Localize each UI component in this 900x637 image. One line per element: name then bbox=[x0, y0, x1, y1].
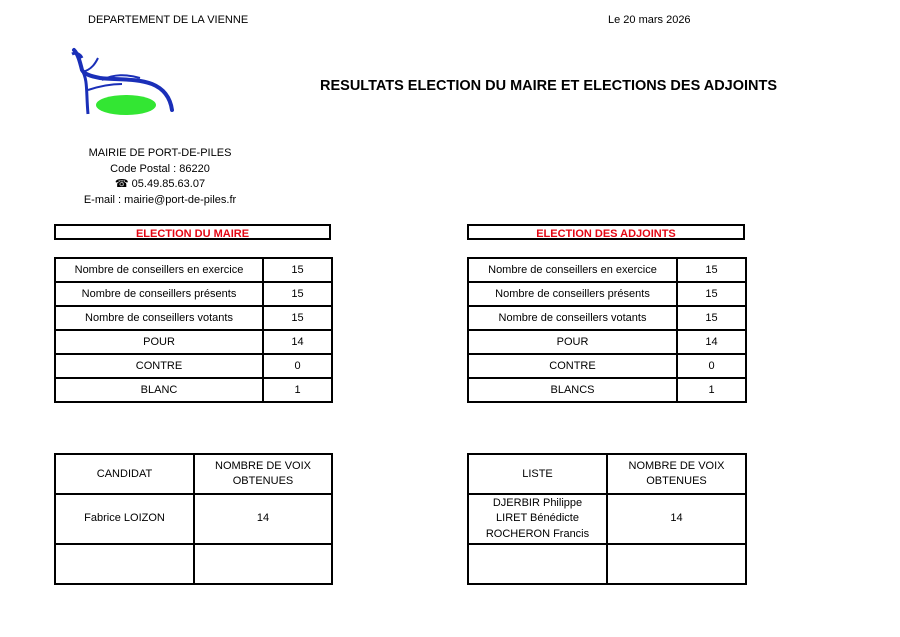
stat-label: CONTRE bbox=[468, 354, 677, 378]
table-header-row bbox=[55, 454, 332, 494]
votes-header-line2: OBTENUES bbox=[646, 475, 707, 487]
stat-label: Nombre de conseillers présents bbox=[468, 282, 677, 306]
address-name: MAIRIE DE PORT-DE-PILES bbox=[88, 147, 232, 159]
list-members bbox=[468, 494, 607, 544]
table-row-empty bbox=[468, 544, 746, 584]
stat-value: 15 bbox=[677, 282, 746, 306]
list-member: ROCHERON Francis bbox=[485, 527, 590, 540]
stat-value: 14 bbox=[263, 330, 332, 354]
table-header-row bbox=[468, 454, 746, 494]
mayor-stats-table bbox=[54, 257, 333, 403]
votes-header-line1: NOMBRE DE VOIX bbox=[628, 460, 725, 472]
table-row bbox=[468, 378, 746, 402]
stat-label: POUR bbox=[468, 330, 677, 354]
stat-label: CONTRE bbox=[55, 354, 263, 378]
empty-cell bbox=[468, 544, 607, 584]
table-row bbox=[55, 330, 332, 354]
column-header-votes bbox=[194, 454, 332, 494]
address-email: E-mail : mairie@port-de-piles.fr bbox=[83, 193, 237, 206]
stat-value: 15 bbox=[677, 306, 746, 330]
list-votes: 14 bbox=[607, 494, 746, 544]
table-row bbox=[55, 306, 332, 330]
table-row bbox=[468, 306, 746, 330]
table-row-empty bbox=[55, 544, 332, 584]
column-header-votes bbox=[607, 454, 746, 494]
empty-cell bbox=[194, 544, 332, 584]
stat-value: 14 bbox=[677, 330, 746, 354]
stat-label: Nombre de conseillers votants bbox=[468, 306, 677, 330]
table-row bbox=[55, 494, 332, 544]
adjoints-section-label: ELECTION DES ADJOINTS bbox=[467, 224, 745, 240]
candidate-votes: 14 bbox=[194, 494, 332, 544]
page-title: RESULTATS ELECTION DU MAIRE ET ELECTIONS DES ADJOINTS bbox=[320, 78, 778, 94]
address-postal-code: Code Postal : 86220 bbox=[110, 162, 210, 175]
column-header-list: LISTE bbox=[468, 454, 607, 494]
stat-value: 1 bbox=[263, 378, 332, 402]
table-row bbox=[468, 494, 746, 544]
list-member: LIRET Bénédicte bbox=[496, 512, 579, 525]
department-name: DEPARTEMENT DE LA VIENNE bbox=[88, 14, 249, 26]
votes-header-line2: OBTENUES bbox=[232, 475, 294, 487]
municipality-logo bbox=[66, 44, 180, 122]
empty-cell bbox=[607, 544, 746, 584]
document-date: Le 20 mars 2026 bbox=[608, 14, 691, 26]
stat-label: BLANC bbox=[55, 378, 263, 402]
address-phone: 05.49.85.63.07 bbox=[131, 178, 206, 190]
empty-cell bbox=[55, 544, 194, 584]
table-row bbox=[468, 354, 746, 378]
stat-label: POUR bbox=[55, 330, 263, 354]
list-member: DJERBIR Philippe bbox=[492, 496, 583, 509]
phone-icon: ☎ bbox=[114, 178, 129, 190]
adjoints-results-table bbox=[467, 453, 747, 585]
mayor-section-label: ELECTION DU MAIRE bbox=[54, 224, 331, 240]
adjoints-stats-table bbox=[467, 257, 747, 403]
mayor-results-table bbox=[54, 453, 333, 585]
stat-label: Nombre de conseillers présents bbox=[55, 282, 263, 306]
table-row bbox=[468, 282, 746, 306]
table-row bbox=[55, 282, 332, 306]
stat-value: 15 bbox=[263, 258, 332, 282]
votes-header-line1: NOMBRE DE VOIX bbox=[215, 460, 311, 472]
stat-label: Nombre de conseillers votants bbox=[55, 306, 263, 330]
stat-value: 15 bbox=[263, 282, 332, 306]
table-row bbox=[55, 354, 332, 378]
stat-value: 15 bbox=[263, 306, 332, 330]
table-row bbox=[55, 378, 332, 402]
table-row bbox=[468, 258, 746, 282]
column-header-candidate: CANDIDAT bbox=[55, 454, 194, 494]
table-row bbox=[55, 258, 332, 282]
stat-label: Nombre de conseillers en exercice bbox=[55, 258, 263, 282]
candidate-name: Fabrice LOIZON bbox=[55, 494, 194, 544]
stat-label: Nombre de conseillers en exercice bbox=[468, 258, 677, 282]
stat-value: 0 bbox=[677, 354, 746, 378]
table-row bbox=[468, 330, 746, 354]
stat-value: 15 bbox=[677, 258, 746, 282]
town-hall-address bbox=[60, 146, 260, 208]
stat-value: 0 bbox=[263, 354, 332, 378]
stat-value: 1 bbox=[677, 378, 746, 402]
stat-label: BLANCS bbox=[468, 378, 677, 402]
address-phone-line bbox=[60, 177, 260, 193]
